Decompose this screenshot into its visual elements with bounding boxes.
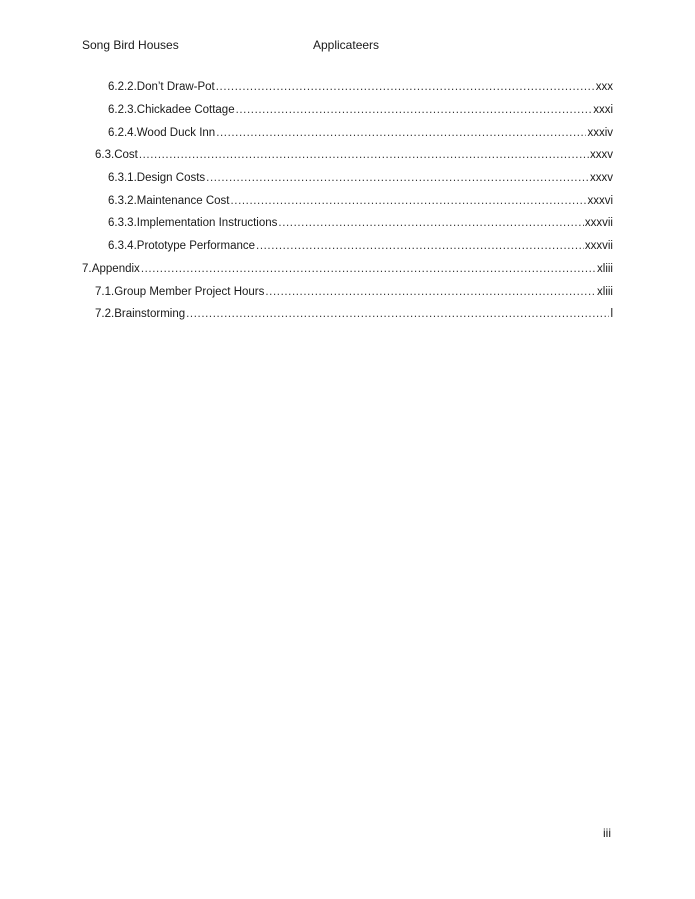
toc-entry[interactable] xyxy=(108,195,613,211)
header-team-name: Applicateers xyxy=(313,38,380,52)
toc-dot-leader xyxy=(236,104,593,116)
toc-dot-leader xyxy=(141,263,596,275)
toc-dot-leader xyxy=(206,172,589,184)
toc-dot-leader xyxy=(186,308,609,320)
toc-entry-title: Prototype Performance xyxy=(136,240,256,252)
toc-entry-page: xliii xyxy=(597,263,613,275)
toc-entry-page: xxxv xyxy=(590,172,613,184)
toc-entry-number: 7. xyxy=(82,263,92,275)
toc-entry-number: 6.2.3. xyxy=(108,104,137,116)
toc-entry-page: l xyxy=(610,308,613,320)
toc-entry[interactable] xyxy=(108,172,613,188)
toc-entry[interactable] xyxy=(108,81,613,97)
toc-entry[interactable] xyxy=(108,240,613,256)
toc-entry-page: xxxv xyxy=(590,149,613,161)
toc-entry-number: 6.2.2. xyxy=(108,81,137,93)
footer-page-number: iii xyxy=(603,826,611,840)
toc-entry-title: Brainstorming xyxy=(114,308,186,320)
toc-dot-leader xyxy=(265,286,596,298)
toc-entry-title: Don’t Draw-Pot xyxy=(136,81,215,93)
toc-dot-leader xyxy=(278,217,583,229)
toc-entry-number: 6.3. xyxy=(95,149,115,161)
toc-entry-number: 6.3.1. xyxy=(108,172,137,184)
toc-entry-number: 6.3.2. xyxy=(108,195,137,207)
toc-entry-title: Cost xyxy=(114,149,138,161)
toc-entry-title: Group Member Project Hours xyxy=(114,286,265,298)
toc-entry-title: Chickadee Cottage xyxy=(136,104,235,116)
toc-entry[interactable] xyxy=(95,149,613,165)
toc-entry-title: Design Costs xyxy=(136,172,206,184)
toc-entry-number: 6.2.4. xyxy=(108,127,137,139)
toc-entry-number: 7.2. xyxy=(95,308,115,320)
toc-entry-number: 7.1. xyxy=(95,286,115,298)
toc-entry[interactable] xyxy=(95,286,613,302)
toc-entry[interactable] xyxy=(95,308,613,324)
toc-entry-page: xxxvi xyxy=(587,195,613,207)
toc-entry-page: xxxi xyxy=(593,104,613,116)
header-document-title: Song Bird Houses xyxy=(82,38,179,52)
toc-dot-leader xyxy=(216,81,595,93)
toc-entry-title: Implementation Instructions xyxy=(136,217,278,229)
toc-dot-leader xyxy=(216,127,586,139)
toc-dot-leader xyxy=(139,149,589,161)
toc-entry-page: xliii xyxy=(597,286,613,298)
toc-dot-leader xyxy=(256,240,584,252)
toc-entry-title: Appendix xyxy=(91,263,140,275)
toc-entry[interactable] xyxy=(108,217,613,233)
toc-entry-page: xxx xyxy=(595,81,613,93)
toc-entry[interactable] xyxy=(108,104,613,120)
toc-entry[interactable] xyxy=(108,127,613,143)
toc-entry-page: xxxiv xyxy=(587,127,613,139)
toc-dot-leader xyxy=(230,195,586,207)
toc-entry-title: Wood Duck Inn xyxy=(136,127,216,139)
toc-entry-page: xxxvii xyxy=(584,240,613,252)
toc-entry-number: 6.3.4. xyxy=(108,240,137,252)
toc-entry-number: 6.3.3. xyxy=(108,217,137,229)
toc-entry-title: Maintenance Cost xyxy=(136,195,230,207)
toc-entry[interactable] xyxy=(82,263,613,279)
toc-entry-page: xxxvii xyxy=(584,217,613,229)
